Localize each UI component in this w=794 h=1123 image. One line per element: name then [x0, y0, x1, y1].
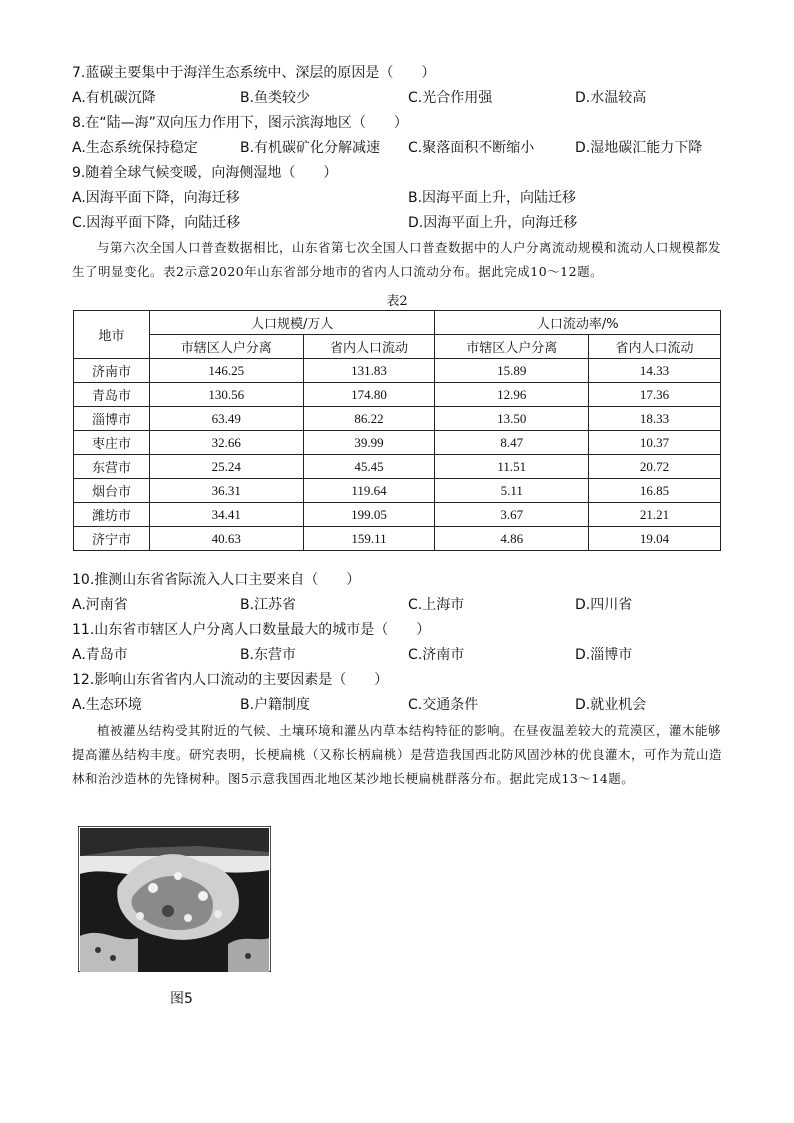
value-cell: 4.86 — [435, 527, 589, 551]
option-a[interactable]: A.生态系统保持稳定 — [72, 140, 198, 156]
option-a[interactable]: A.因海平面下降，向海迁移 — [72, 190, 240, 206]
value-cell: 199.05 — [303, 503, 435, 527]
value-cell: 5.11 — [435, 479, 589, 503]
value-cell: 11.51 — [435, 455, 589, 479]
value-cell: 20.72 — [589, 455, 721, 479]
value-cell: 174.80 — [303, 383, 435, 407]
value-cell: 34.41 — [150, 503, 304, 527]
option-c[interactable]: C.上海市 — [408, 597, 465, 613]
question-7-stem: 7.蓝碳主要集中于海洋生态系统中、深层的原因是（ ） — [72, 65, 436, 81]
shrub-community-photo — [78, 826, 271, 972]
question-8-stem: 8.在“陆—海”双向压力作用下，图示滨海地区（ ） — [72, 115, 408, 131]
option-b[interactable]: B.江苏省 — [240, 597, 297, 613]
value-cell: 131.83 — [303, 359, 435, 383]
group-header-rate: 人口流动率/% — [435, 311, 721, 335]
question-11-options — [72, 645, 752, 665]
option-c[interactable]: C.因海平面下降，向陆迁移 — [72, 215, 241, 231]
value-cell: 13.50 — [435, 407, 589, 431]
table-row — [74, 455, 721, 479]
group-header-scale: 人口规模/万人 — [150, 311, 435, 335]
option-a[interactable]: A.河南省 — [72, 597, 128, 613]
question-9-options-row1 — [72, 188, 752, 208]
question-10-stem: 10.推测山东省省际流入人口主要来自（ ） — [72, 572, 361, 588]
value-cell: 40.63 — [150, 527, 304, 551]
option-c[interactable]: C.聚落面积不断缩小 — [408, 140, 535, 156]
value-cell: 19.04 — [589, 527, 721, 551]
value-cell: 32.66 — [150, 431, 304, 455]
city-cell: 济南市 — [74, 359, 150, 383]
city-cell: 东营市 — [74, 455, 150, 479]
value-cell: 8.47 — [435, 431, 589, 455]
table-row — [74, 359, 721, 383]
option-a[interactable]: A.青岛市 — [72, 647, 128, 663]
value-cell: 21.21 — [589, 503, 721, 527]
option-a[interactable]: A.有机碳沉降 — [72, 90, 156, 106]
value-cell: 39.99 — [303, 431, 435, 455]
figure-caption: 图5 — [170, 991, 193, 1007]
question-9-options-row2 — [72, 213, 752, 233]
option-b[interactable]: B.因海平面上升，向陆迁移 — [408, 190, 577, 206]
value-cell: 146.25 — [150, 359, 304, 383]
table-row — [74, 383, 721, 407]
value-cell: 63.49 — [150, 407, 304, 431]
value-cell: 15.89 — [435, 359, 589, 383]
value-cell: 16.85 — [589, 479, 721, 503]
subheader: 市辖区人户分离 — [150, 335, 304, 359]
value-cell: 159.11 — [303, 527, 435, 551]
city-cell: 枣庄市 — [74, 431, 150, 455]
option-c[interactable]: C.交通条件 — [408, 697, 479, 713]
intro-paragraph-13-14: 植被灌丛结构受其附近的气候、土壤环境和灌丛内草本结构特征的影响。在昼夜温差较大的荒漠区，灌木能够提高灌丛结构丰度。研究表明，长梗扁桃（又称长柄扁桃）是营造我国西北防风固沙林的优良灌木，可作为荒山造林和治沙造林的先锋树种。图5示意我国西北地区某沙地长梗扁桃群落分布。据此完成13～14题。 — [72, 723, 723, 786]
table-subheader-row — [74, 335, 721, 359]
option-d[interactable]: D.湿地碳汇能力下降 — [575, 140, 703, 156]
question-9-stem: 9.随着全球气候变暖，向海侧湿地（ ） — [72, 165, 338, 181]
question-8-options — [72, 138, 752, 158]
option-d[interactable]: D.因海平面上升，向海迁移 — [408, 215, 578, 231]
value-cell: 86.22 — [303, 407, 435, 431]
option-b[interactable]: B.东营市 — [240, 647, 297, 663]
col-city-header: 地市 — [74, 311, 150, 359]
question-11-stem: 11.山东省市辖区人户分离人口数量最大的城市是（ ） — [72, 622, 431, 638]
option-d[interactable]: D.水温较高 — [575, 90, 647, 106]
question-10-options — [72, 595, 752, 615]
table-header-row — [74, 311, 721, 335]
question-12-options — [72, 695, 752, 715]
table-caption: 表2 — [386, 294, 408, 309]
option-b[interactable]: B.鱼类较少 — [240, 90, 311, 106]
subheader: 省内人口流动 — [589, 335, 721, 359]
option-c[interactable]: C.济南市 — [408, 647, 465, 663]
city-cell: 青岛市 — [74, 383, 150, 407]
value-cell: 25.24 — [150, 455, 304, 479]
question-7-options — [72, 88, 752, 108]
value-cell: 45.45 — [303, 455, 435, 479]
option-d[interactable]: D.淄博市 — [575, 647, 633, 663]
city-cell: 济宁市 — [74, 527, 150, 551]
table-row — [74, 431, 721, 455]
city-cell: 淄博市 — [74, 407, 150, 431]
option-d[interactable]: D.就业机会 — [575, 697, 647, 713]
value-cell: 12.96 — [435, 383, 589, 407]
subheader: 省内人口流动 — [303, 335, 435, 359]
value-cell: 3.67 — [435, 503, 589, 527]
table-row — [74, 503, 721, 527]
question-12-stem: 12.影响山东省省内人口流动的主要因素是（ ） — [72, 672, 389, 688]
city-cell: 潍坊市 — [74, 503, 150, 527]
table-row — [74, 479, 721, 503]
value-cell: 10.37 — [589, 431, 721, 455]
option-a[interactable]: A.生态环境 — [72, 697, 142, 713]
value-cell: 17.36 — [589, 383, 721, 407]
option-c[interactable]: C.光合作用强 — [408, 90, 493, 106]
option-b[interactable]: B.户籍制度 — [240, 697, 311, 713]
value-cell: 130.56 — [150, 383, 304, 407]
intro-paragraph-10-12: 与第六次全国人口普查数据相比，山东省第七次全国人口普查数据中的人户分离流动规模和流动人口规模都发生了明显变化。表2示意2020年山东省部分地市的省内人口流动分布。据此完成10～12题。 — [72, 240, 722, 279]
option-d[interactable]: D.四川省 — [575, 597, 633, 613]
value-cell: 14.33 — [589, 359, 721, 383]
subheader: 市辖区人户分离 — [435, 335, 589, 359]
value-cell: 119.64 — [303, 479, 435, 503]
table-row — [74, 407, 721, 431]
value-cell: 18.33 — [589, 407, 721, 431]
population-table — [73, 310, 721, 551]
table-row — [74, 527, 721, 551]
option-b[interactable]: B.有机碳矿化分解减速 — [240, 140, 381, 156]
city-cell: 烟台市 — [74, 479, 150, 503]
value-cell: 36.31 — [150, 479, 304, 503]
